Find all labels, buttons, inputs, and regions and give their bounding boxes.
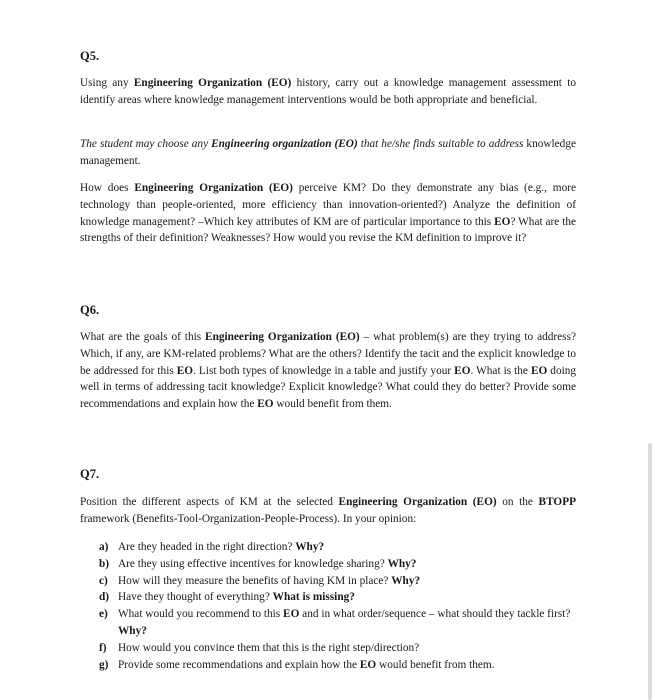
q5-paragraph-3: How does Engineering Organization (EO) perceive KM? Do they demonstrate any bias (e.g., more technology than people-oriented, more efficiency than innovation-oriented?) Analyze the definition of knowledge management? –Which key attributes of KM are of particular importance to this EO? What are the strengths of their definition? Weaknesses? How would you revise the KM definition to improve it? xyxy=(80,182,576,245)
list-item: d) Have they thought of everything? What is missing? xyxy=(99,591,355,604)
list-item: a) Are they headed in the right direction? Why? xyxy=(99,541,325,553)
document-page xyxy=(80,0,576,700)
q5-paragraph-2: The student may choose any Engineering organization (EO) that he/she finds suitable to address knowledge management. xyxy=(80,138,576,167)
q7-heading: Q7. xyxy=(80,467,100,481)
q7-paragraph-1: Position the different aspects of KM at the selected Engineering Organization (EO) on the BTOPP framework (Benefits-Tool-Organization-People-Process). In your opinion: xyxy=(80,496,577,525)
list-item: f) How would you convince them that this is the right step/direction? xyxy=(99,641,420,654)
list-item: e) What would you recommend to this EO and in what order/sequence – what should they tackle first? Why? xyxy=(99,608,571,637)
q6-heading: Q6. xyxy=(80,303,100,317)
q6-paragraph-1: What are the goals of this Engineering Organization (EO) – what problem(s) are they trying to address? Which, if any, are KM-related problems? What are the others? Identify the tacit and the explicit knowledge to be addressed for this EO. List both types of knowledge in a table and justify your EO. What is the EO doing well in terms of addressing tacit knowledge? Explicit knowledge? What could they do better? Provide some recommendations and explain how the EO would benefit from them. xyxy=(80,331,577,411)
list-item: b) Are they using effective incentives for knowledge sharing? Why? xyxy=(99,557,417,570)
q5-paragraph-1: Using any Engineering Organization (EO) history, carry out a knowledge management assessment to identify areas where knowledge management interventions would be both appropriate and beneficial. xyxy=(80,77,576,106)
list-item: g) Provide some recommendations and explain how the EO would benefit from them. xyxy=(99,658,495,671)
q7-question-list xyxy=(99,539,576,673)
q5-heading: Q5. xyxy=(80,49,100,63)
vertical-scrollbar[interactable] xyxy=(648,443,652,700)
list-item: c) How will they measure the benefits of having KM in place? Why? xyxy=(99,574,421,587)
